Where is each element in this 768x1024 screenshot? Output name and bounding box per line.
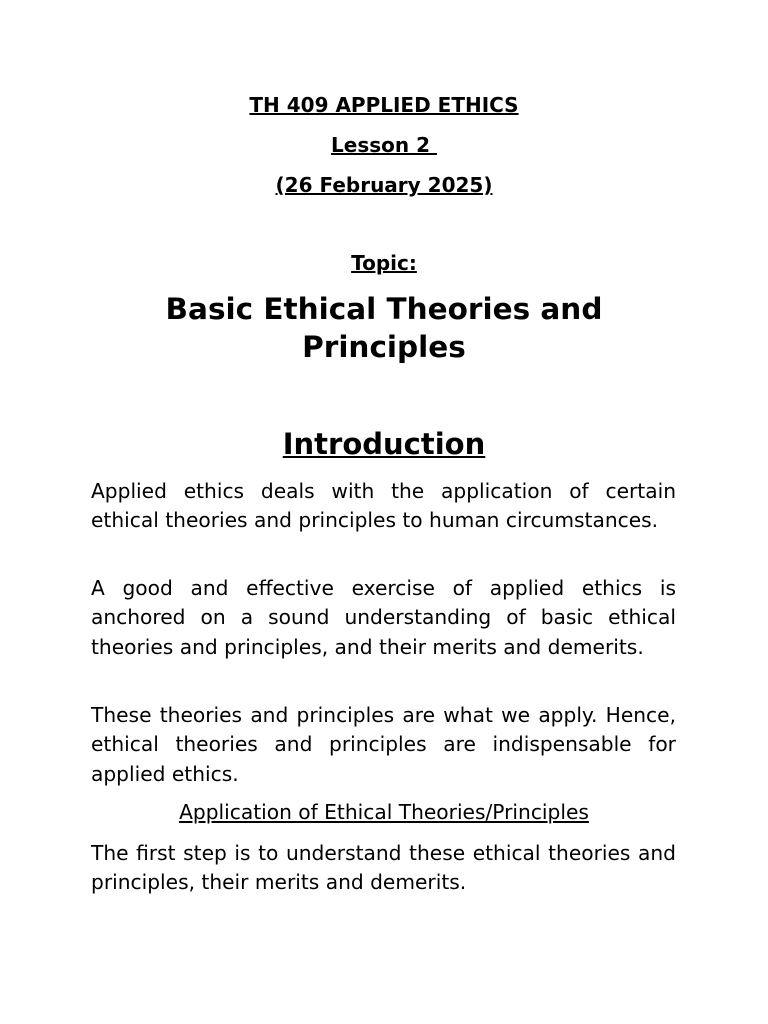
application-subheading: Application of Ethical Theories/Principles <box>179 800 589 824</box>
course-code-heading: TH 409 APPLIED ETHICS <box>249 93 519 117</box>
application-paragraph-1: The first step is to understand these ethical theories and principles, their merits and demerits. <box>91 841 676 895</box>
introduction-heading: Introduction <box>282 427 486 461</box>
introduction-paragraph-1: Applied ethics deals with the application of certain ethical theories and principles to human circumstances. <box>91 479 676 533</box>
topic-label: Topic: <box>351 251 417 275</box>
topic-title: Basic Ethical Theories and Principles <box>165 292 603 364</box>
introduction-paragraph-2: A good and effective exercise of applied ethics is anchored on a sound understanding of basic ethical theories and principles, and their merits and demerits. <box>91 576 676 659</box>
introduction-paragraph-3: These theories and principles are what we apply. Hence, ethical theories and principles are indispensable for applied ethics. <box>91 703 676 786</box>
lesson-date: (26 February 2025) <box>275 173 493 197</box>
lesson-heading: Lesson 2 <box>331 133 437 157</box>
